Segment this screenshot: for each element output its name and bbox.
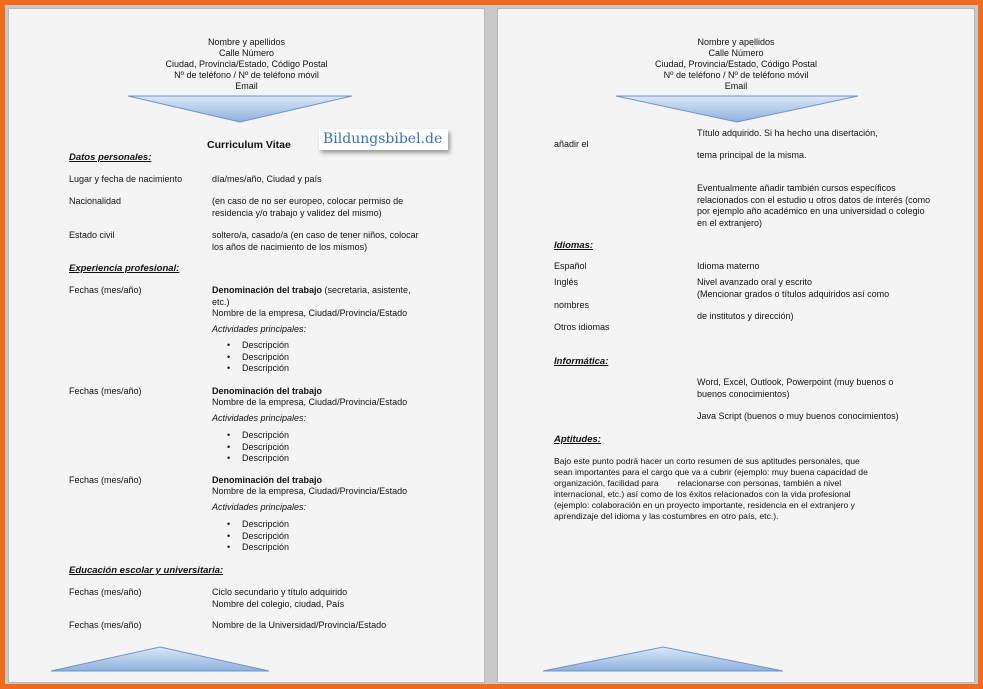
degree-label: añadir el bbox=[554, 139, 589, 149]
job-title: Denominación del trabajo bbox=[212, 475, 323, 485]
list-item: • Descripción bbox=[242, 453, 289, 465]
section-heading-aptitudes: Aptitudes: bbox=[554, 434, 601, 445]
job-date: Fechas (mes/año) bbox=[69, 475, 142, 485]
language-value: Nivel avanzado oral y escrito bbox=[697, 277, 813, 287]
job-company: Nombre de la empresa, Ciudad/Provincia/Estado bbox=[212, 397, 408, 407]
job-title-extra: (secretaria, asistente, bbox=[322, 285, 411, 295]
section-heading-experience: Experiencia profesional: bbox=[69, 263, 180, 274]
degree-line: tema principal de la misma. bbox=[697, 150, 807, 160]
aptitudes-line: organización, facilidad para relacionarse con personas, también a nivel bbox=[554, 478, 842, 488]
cv-title: Curriculum Vitae bbox=[207, 139, 291, 151]
education-value: Nombre de la Universidad/Provincia/Estado bbox=[212, 620, 387, 630]
header-street: Calle Número bbox=[708, 48, 764, 58]
personal-label: Nacionalidad bbox=[69, 196, 122, 206]
header-city: Ciudad, Provincia/Estado, Código Postal bbox=[654, 59, 818, 69]
personal-label: Estado civil bbox=[69, 230, 115, 240]
language-label: nombres bbox=[554, 300, 590, 310]
header-email: Email bbox=[235, 81, 258, 91]
section-heading-languages: Idiomas: bbox=[554, 240, 594, 251]
job-date: Fechas (mes/año) bbox=[69, 386, 142, 396]
header-phone: Nº de teléfono / Nº de teléfono móvil bbox=[174, 70, 319, 80]
section-heading-personal: Datos personales: bbox=[69, 152, 152, 163]
computing-line: Word, Excel, Outlook, Powerpoint (muy buenos o bbox=[697, 377, 894, 387]
degree-line: Título adquirido. Si ha hecho una disertación, bbox=[697, 128, 878, 138]
language-label: Otros idiomas bbox=[554, 322, 610, 332]
personal-value: (en caso de no ser europeo, colocar permiso de bbox=[212, 196, 404, 206]
aptitudes-line: (ejemplo: colaboración en un proyecto importante, residencia en el extranjero y bbox=[554, 500, 855, 510]
page-left bbox=[8, 8, 485, 683]
education-value: Ciclo secundario y título adquirido bbox=[212, 587, 348, 597]
job-title: Denominación del trabajo bbox=[212, 386, 323, 396]
down-arrow-shape bbox=[615, 95, 859, 123]
language-value: (Mencionar grados o títulos adquiridos así como bbox=[697, 289, 890, 299]
list-item: • Descripción bbox=[242, 352, 289, 364]
header-city: Ciudad, Provincia/Estado, Código Postal bbox=[165, 59, 328, 69]
job-activities-label: Actividades principales: bbox=[212, 324, 307, 334]
personal-label: Lugar y fecha de nacimiento bbox=[69, 174, 183, 184]
job-activity-list bbox=[242, 519, 289, 554]
document-frame bbox=[5, 5, 978, 684]
job-date: Fechas (mes/año) bbox=[69, 285, 142, 295]
list-item: • Descripción bbox=[242, 542, 289, 554]
degree-paragraph: Eventualmente añadir también cursos específicos relacionados con el estudio u otros datos de interés (como por ejemplo año académico en una universidad o colegio en el extranjero) bbox=[697, 183, 931, 228]
up-arrow-shape bbox=[50, 646, 270, 672]
language-value: de institutos y dirección) bbox=[697, 311, 794, 321]
bildungsbibel-logo: Bildungsbibel.de bbox=[319, 129, 448, 150]
education-date: Fechas (mes/año) bbox=[69, 620, 142, 630]
list-item: • Descripción bbox=[242, 430, 289, 442]
aptitudes-line: Bajo este punto podrá hacer un corto resumen de sus aptitudes personales, que bbox=[554, 456, 860, 466]
language-label: Español bbox=[554, 261, 587, 271]
job-activity-list bbox=[242, 430, 289, 465]
personal-value: soltero/a, casado/a (en caso de tener niños, colocar bbox=[212, 230, 419, 240]
job-title-line bbox=[212, 285, 411, 297]
header-name: Nombre y apellidos bbox=[697, 37, 775, 47]
header-name: Nombre y apellidos bbox=[207, 37, 286, 47]
personal-value: día/mes/año, Ciudad y país bbox=[212, 174, 322, 184]
list-item: • Descripción bbox=[242, 340, 289, 352]
aptitudes-line: internacional, etc.) así como de los éxitos relacionados con la vida profesional bbox=[554, 489, 851, 499]
aptitudes-line: aprendizaje del idioma y las costumbres en otro país, etc.). bbox=[554, 511, 779, 521]
section-heading-computing: Informática: bbox=[554, 356, 609, 367]
header-phone: Nº de teléfono / Nº de teléfono móvil bbox=[663, 70, 809, 80]
language-label: Inglés bbox=[554, 277, 579, 287]
header-street: Calle Número bbox=[218, 48, 275, 58]
personal-value: residencia y/o trabajo y validez del mismo) bbox=[212, 208, 382, 218]
list-item: • Descripción bbox=[242, 442, 289, 454]
contact-header bbox=[498, 37, 974, 92]
list-item: • Descripción bbox=[242, 363, 289, 375]
aptitudes-line: sean importantes para el cargo que va a cubrir (ejemplo: muy buena capacidad de bbox=[554, 467, 868, 477]
education-value: Nombre del colegio, ciudad, País bbox=[212, 599, 345, 609]
up-arrow-shape bbox=[542, 646, 784, 672]
job-company: Nombre de la empresa, Ciudad/Provincia/Estado bbox=[212, 308, 408, 318]
job-company: Nombre de la empresa, Ciudad/Provincia/Estado bbox=[212, 486, 408, 496]
header-email: Email bbox=[724, 81, 748, 91]
personal-value: los años de nacimiento de los mismos) bbox=[212, 242, 368, 252]
computing-line: Java Script (buenos o muy buenos conocimientos) bbox=[697, 411, 899, 421]
job-title-cont: etc.) bbox=[212, 297, 230, 307]
list-item: • Descripción bbox=[242, 519, 289, 531]
language-value: Idioma materno bbox=[697, 261, 760, 271]
list-item: • Descripción bbox=[242, 531, 289, 543]
job-title: Denominación del trabajo bbox=[212, 285, 323, 295]
education-date: Fechas (mes/año) bbox=[69, 587, 142, 597]
job-activity-list bbox=[242, 340, 289, 375]
page-right bbox=[497, 8, 975, 683]
job-activities-label: Actividades principales: bbox=[212, 502, 307, 512]
computing-line: buenos conocimientos) bbox=[697, 389, 790, 399]
section-heading-education: Educación escolar y universitaria: bbox=[69, 565, 224, 576]
down-arrow-shape bbox=[127, 95, 353, 123]
job-activities-label: Actividades principales: bbox=[212, 413, 307, 423]
contact-header bbox=[9, 37, 484, 92]
